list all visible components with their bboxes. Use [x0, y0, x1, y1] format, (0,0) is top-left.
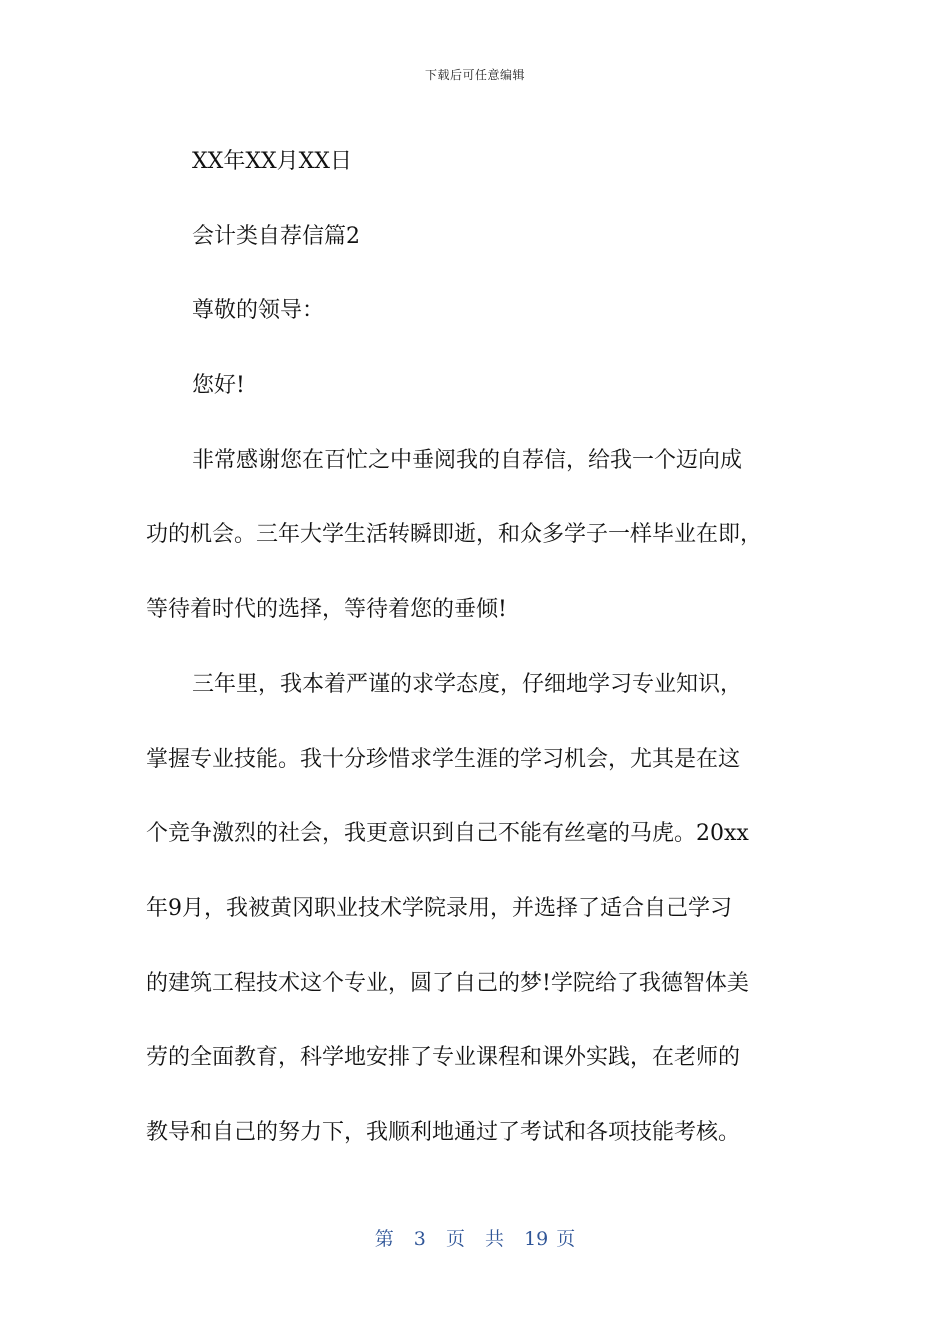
- paragraph-line: 三年里，我本着严谨的求学态度，仔细地学习专业知识，: [192, 671, 743, 697]
- paragraph-line: 个竞争激烈的社会，我更意识到自己不能有丝毫的马虎。20xx: [146, 821, 749, 847]
- paragraph-line: 掌握专业技能。我十分珍惜求学生涯的学习机会，尤其是在这: [146, 746, 741, 772]
- paragraph-line: 的建筑工程技术这个专业，圆了自己的梦!学院给了我德智体美: [146, 970, 749, 996]
- header-note: 下载后可任意编辑: [424, 68, 525, 82]
- paragraph-line: 非常感谢您在百忙之中垂阅我的自荐信，给我一个迈向成: [192, 447, 743, 473]
- paragraph-line: 等待着时代的选择，等待着您的垂倾!: [146, 597, 507, 623]
- date-line: XX年XX月XX日: [192, 149, 352, 174]
- footer-total-pages: 19: [524, 1228, 549, 1250]
- footer-label-gong: 共: [485, 1228, 505, 1250]
- footer-label-ye-end: 页: [556, 1228, 576, 1250]
- paragraph-line: 劳的全面教育，科学地安排了专业课程和课外实践，在老师的: [146, 1045, 741, 1071]
- footer-label-ye: 页: [445, 1228, 465, 1250]
- section-title: 会计类自荐信篇2: [192, 223, 360, 249]
- letter-body: [146, 125, 806, 1171]
- greeting: 您好!: [192, 373, 245, 399]
- footer-label-di: 第: [374, 1228, 394, 1250]
- salutation: 尊敬的领导：: [192, 298, 325, 324]
- page-number-footer: [0, 1224, 950, 1251]
- footer-current-page: 3: [413, 1228, 426, 1250]
- paragraph-line: 年9月，我被黄冈职业技术学院录用，并选择了适合自己学习: [146, 895, 732, 921]
- paragraph-line: 教导和自己的努力下，我顺利地通过了考试和各项技能考核。: [146, 1119, 741, 1145]
- paragraph-line: 功的机会。三年大学生活转瞬即逝，和众多学子一样毕业在即，: [146, 522, 763, 548]
